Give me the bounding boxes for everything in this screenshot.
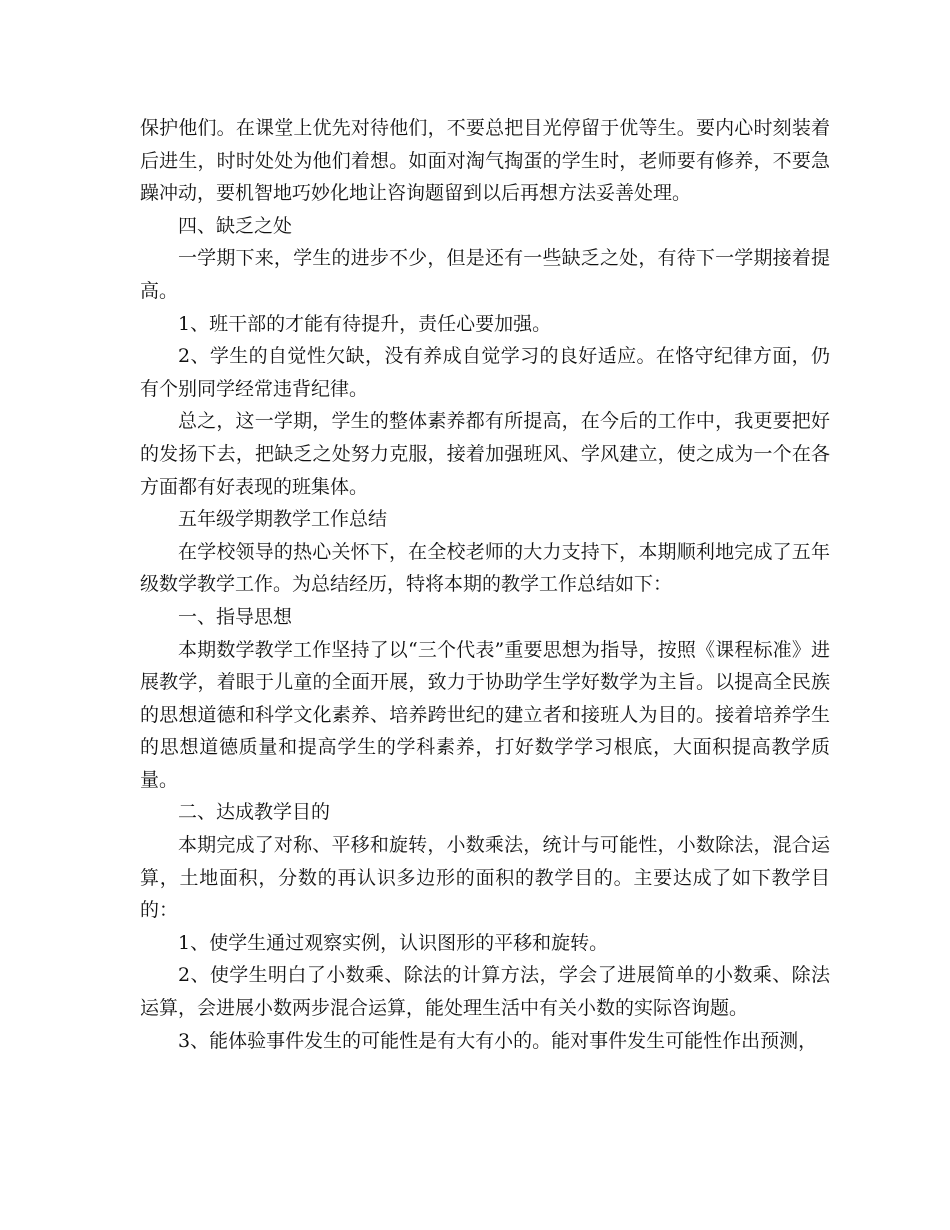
section-heading-shortcomings: 四、缺乏之处 (178, 214, 293, 237)
paragraph-summary: 总之，这一学期，学生的整体素养都有所提高，在今后的工作中，我更要把好的发扬下去，把缺乏之处努力克服，接着加强班风、学风建立，使之成为一个在各方面都有好表现的班集体。 (140, 410, 830, 498)
paragraph-intro: 在学校领导的热心关怀下，在全校老师的大力支持下，本期顺利地完成了五年级数学教学工作。为总结经历，特将本期的教学工作总结如下： (140, 540, 830, 596)
paragraph-guiding-thought: 本期数学教学工作坚持了以“三个代表”重要思想为指导，按照《课程标准》进展教学，着眼于儿童的全面开展，致力于协助学生学好数学为主旨。以提高全民族的思想道德和科学文化素养、培养跨世纪的建立者和接班人为目的。接着培养学生的思想道德质量和提高学生的学科素养，打好数学学习根底，大面积提高教学质量。 (140, 638, 830, 791)
list-item-2: 2、学生的自觉性欠缺，没有养成自觉学习的良好适应。在恪守纪律方面，仍有个别同学经常违背纪律。 (140, 345, 830, 400)
paragraph-1: 保护他们。在课堂上优先对待他们，不要总把目光停留于优等生。要内心时刻装着后进生，时时处处为他们着想。如面对淘气掏蛋的学生时，老师要有修养，不要急躁冲动，要机智地巧妙化地让咨询题留到以后再想方法妥善处理。 (140, 117, 830, 205)
document-body (140, 112, 830, 1057)
goal-item-2: 2、使学生明白了小数乘、除法的计算方法，学会了进展简单的小数乘、除法运算，会进展小数两步混合运算，能处理生活中有关小数的实际咨询题。 (140, 964, 830, 1020)
paragraph-teaching-goals: 本期完成了对称、平移和旋转，小数乘法，统计与可能性，小数除法，混合运算，土地面积，分数的再认识多边形的面积的教学目的。主要达成了如下教学目的： (140, 834, 830, 922)
section-heading-guiding-thought: 一、指导思想 (178, 605, 293, 628)
document-title-grade5: 五年级学期教学工作总结 (178, 508, 388, 531)
paragraph-3: 一学期下来，学生的进步不少，但是还有一些缺乏之处，有待下一学期接着提高。 (140, 247, 830, 302)
section-heading-teaching-goals: 二、达成教学目的 (178, 801, 331, 824)
list-item-1: 1、班干部的才能有待提升，责任心要加强。 (178, 312, 552, 335)
goal-item-3: 3、能体验事件发生的可能性是有大有小的。能对事件发生可能性作出预测， (178, 1029, 818, 1052)
goal-item-1: 1、使学生通过观察实例，认识图形的平移和旋转。 (178, 931, 609, 954)
